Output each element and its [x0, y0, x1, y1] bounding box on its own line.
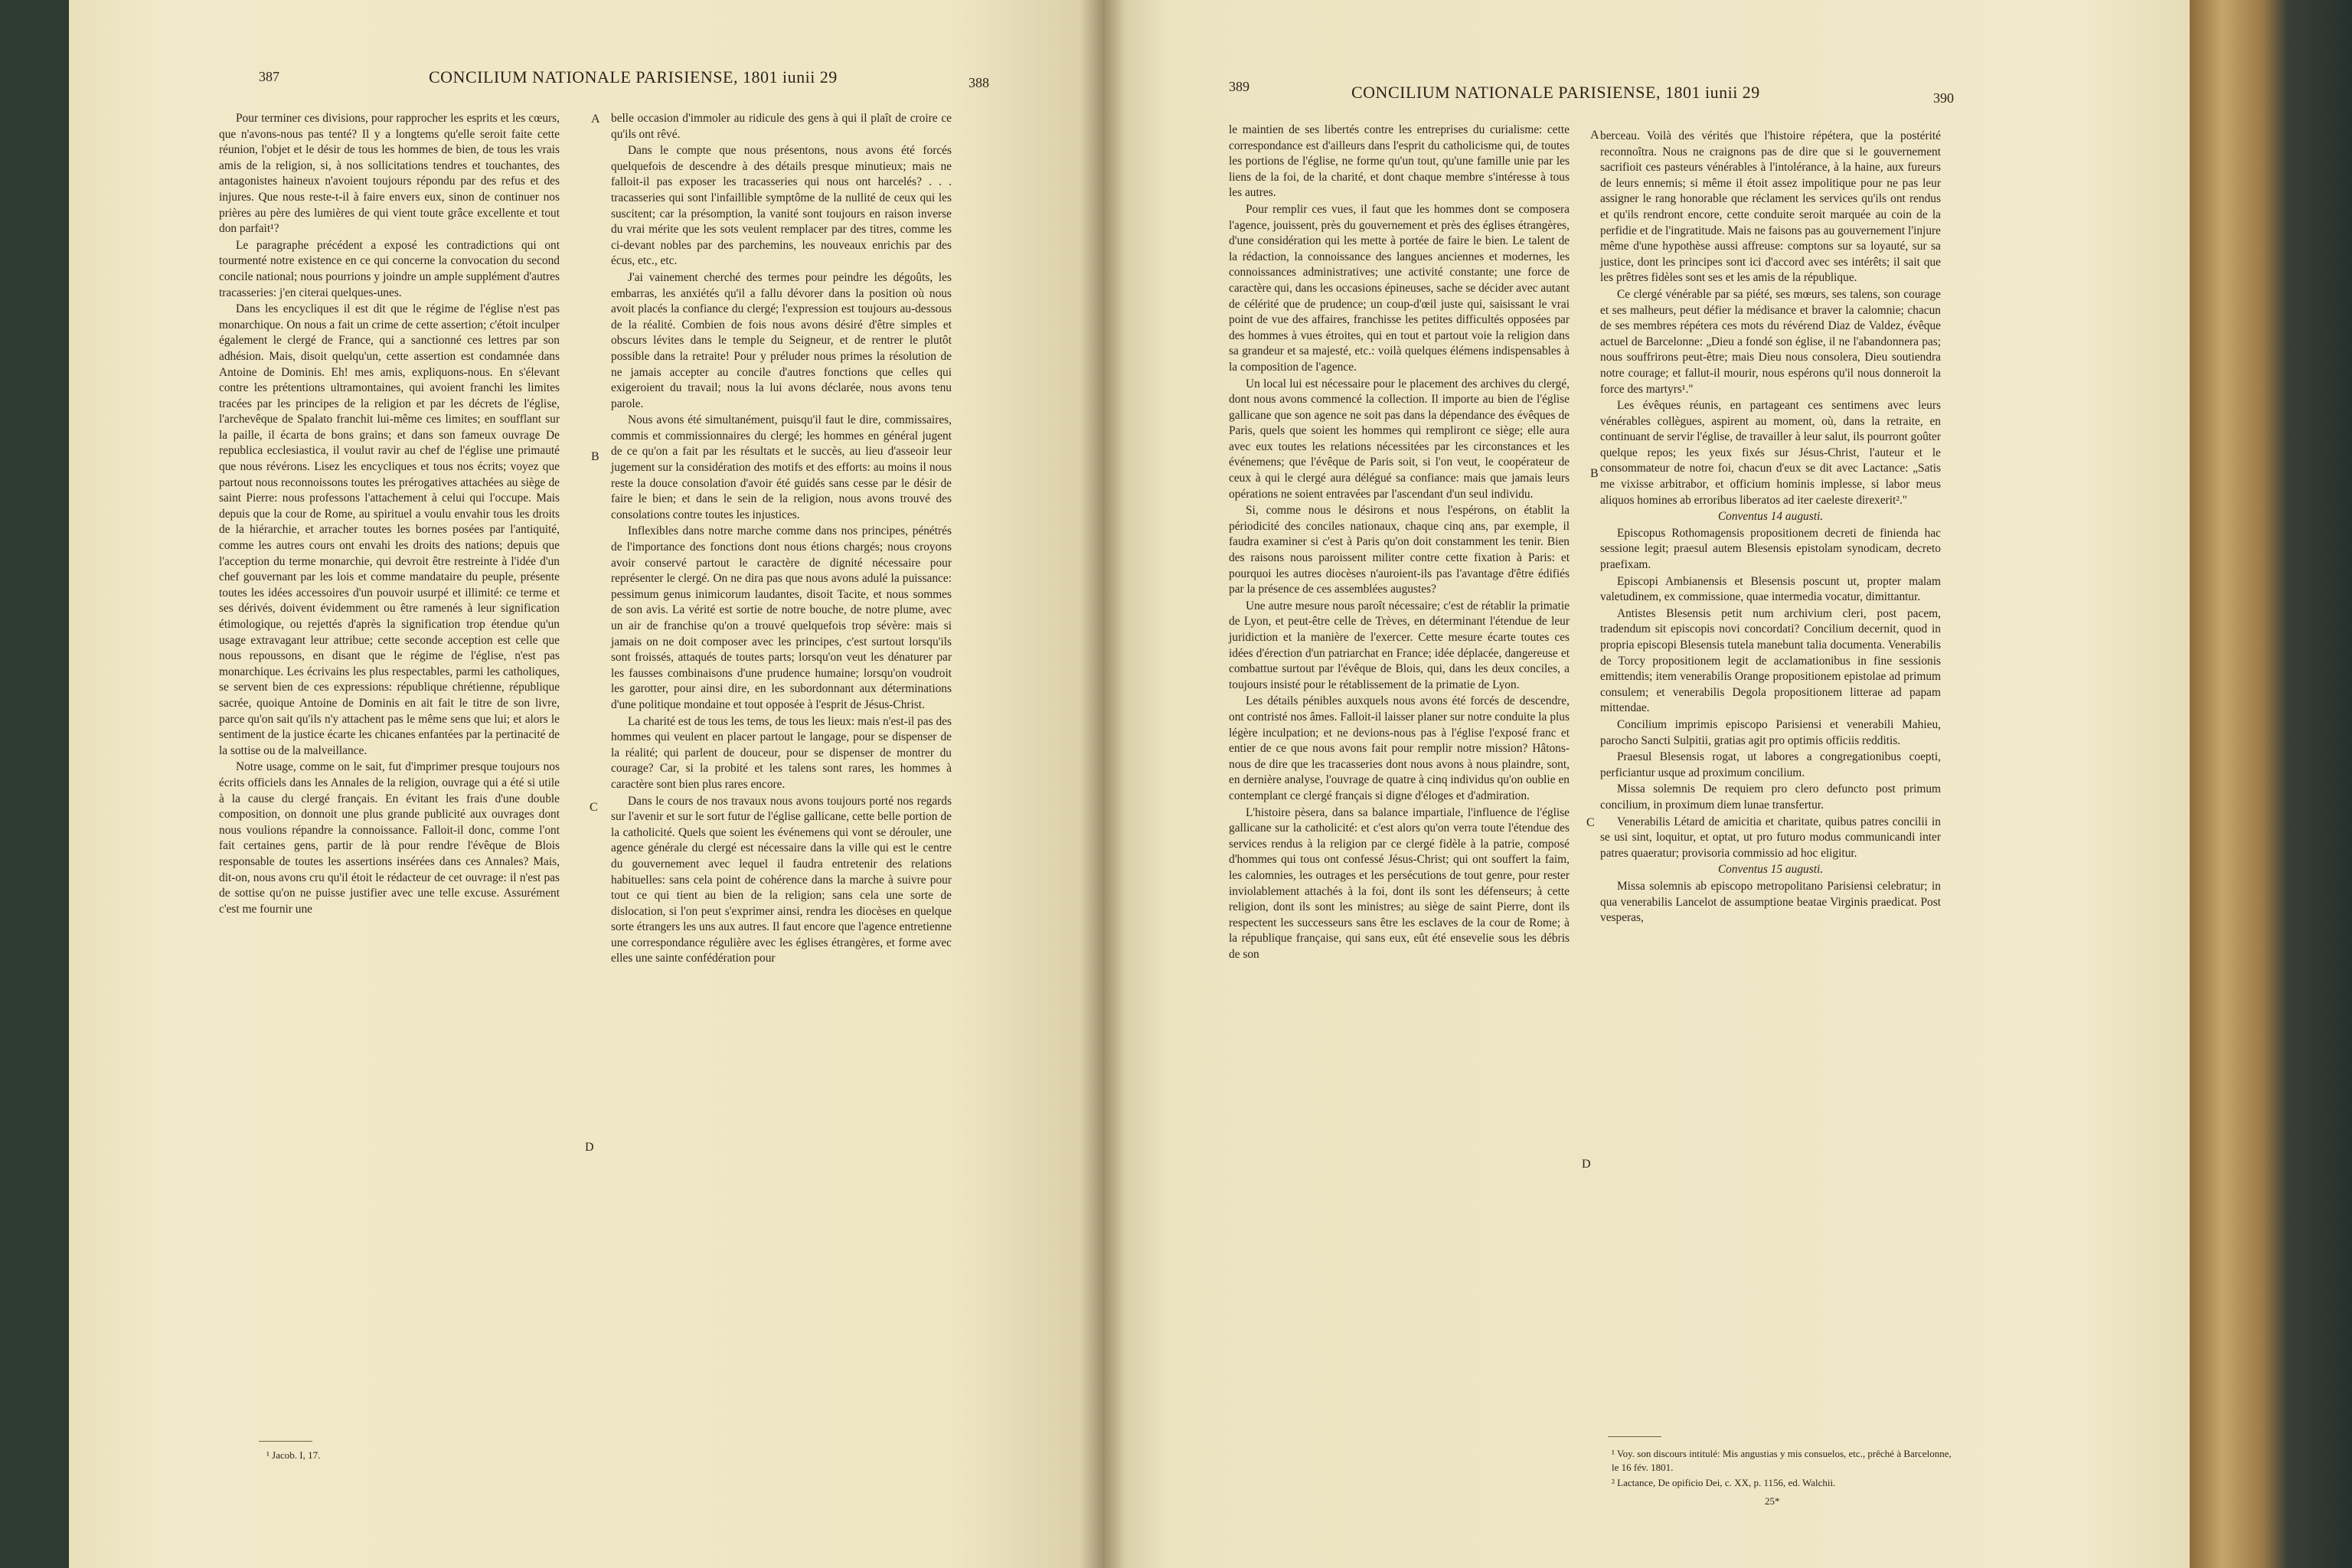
paragraph: Episcopus Rothomagensis propositionem decreti de finienda hac sessione legit; praesul autem Blesensis epistolam synodicam, decreto praefixam.	[1600, 526, 1941, 572]
column-number: 390	[1933, 90, 1954, 106]
signature-mark: 25*	[1765, 1495, 1780, 1507]
column-marker: C	[1586, 816, 1595, 829]
book-gutter	[1080, 0, 1125, 1568]
paragraph: La charité est de tous les tems, de tous les lieux: mais n'est-il pas des hommes qui veulent en placer partout le langage, pour se dispenser de la réalité; qui parlent de douceur, pour se dispenser de montrer du courage? Car, si la probité et les talens sont rares, les hommes à caractère sont bien plus rares encore.	[611, 714, 952, 791]
paragraph: J'ai vainement cherché des termes pour peindre les dégoûts, les embarras, les anxiétés qu'il a fallu dévorer dans la position où nous avoit placés la confiance du clergé; l'expression est toujours au-dessous de la réalité. Combien de fois nous avons désiré d'être simples et obscurs lévites dans le temple du Seigneur, et de rentrer le plutôt possible dans la retraite! Pour y préluder nous primes la résolution de ne jamais accepter au concile d'autres fonctions que celles qui exigeroient du travail; nous la lui avons déclarée, nous avons tenu parole.	[611, 270, 952, 410]
column-marker: C	[590, 801, 598, 814]
paragraph: Dans le cours de nos travaux nous avons toujours porté nos regards sur l'avenir et sur le sort futur de l'église gallicane, cette belle portion de la catholicité. Quels que soient les événemens qui vont se dérouler, une agence générale du clergé est nécessaire dans la ville qui est le centre du gouvernement avec lequel il faudra entretenir des relations habituelles: sans cela point de cohérence dans la marche à suivre pour tout ce qui tient au bien de la religion; sans cela une sorte de dislocation, si l'on peut s'exprimer ainsi, rendra les diocèses en quelque sorte étrangers les uns aux autres. Il faut encore que l'agence entretienne une correspondance régulière avec les églises étrangères, et forme avec elles une sainte confédération pour	[611, 794, 952, 965]
paragraph: Antistes Blesensis petit num archivium cleri, post pacem, tradendum sit episcopis novi concordati? Concilium decernit, quod in propria episcopi Blesensis tutela manebunt talia documenta. Venerabilis de Torcy propositionem legit de acclamationibus in fine sessionis emittendis; item venerabilis Orange propositionem epistolae ad primum consulem; et venerabilis Degola propositionem litterae ad papam mittendae.	[1600, 606, 1941, 715]
left-page	[69, 0, 1102, 1568]
text-column	[1229, 122, 1570, 1501]
column-marker: A	[591, 113, 600, 126]
column-marker: D	[585, 1141, 594, 1154]
footnote-rule	[259, 1441, 312, 1442]
paragraph: Inflexibles dans notre marche comme dans nos principes, pénétrés de l'importance des fonctions dont nous étions chargés; nous croyons avoir conservé partout le caractère de dignité nécessaire pour représenter le clergé. On ne dira pas que nous avons adulé la puissance: pessimum genus inimicorum laudantes, disoit Tacite, et nous sommes de son avis. La vérité est sortie de notre bouche, de notre plume, avec un air de franchise qu'on a trouvé quelquefois trop sévère: mais si jamais on ne doit composer avec les principes, c'est surtout lorsqu'ils sont froissés, attaqués de toutes parts; lorsqu'on veut les dénaturer par les fausses combinaisons d'une prudence humaine; lorsqu'on voudroit les garotter, pour ainsi dire, en les subordonnant aux déterminations d'une politique mondaine et tout opposée à l'esprit de Jésus-Christ.	[611, 524, 952, 711]
footnote: ² Lactance, De opificio Dei, c. XX, p. 1156, ed. Walchii.	[1612, 1477, 1836, 1488]
paragraph: Episcopi Ambianensis et Blesensis poscunt ut, propter malam valetudinem, ex commissione, quae intermedia vocatur, dimittantur.	[1600, 574, 1941, 604]
footnote: ¹ Voy. son discours intitulé: Mis angustias y mis consuelos, etc., prêché à Barcelonne, le 16 fév. 1801.	[1612, 1448, 1952, 1473]
column-marker: D	[1582, 1158, 1591, 1171]
column-number: 387	[259, 69, 279, 84]
footnote: ¹ Jacob. I, 17.	[266, 1449, 321, 1461]
paragraph: Missa solemnis ab episcopo metropolitano Parisiensi celebratur; in qua venerabilis Lancelot de assumptione beatae Virginis praedicat. Post vesperas,	[1600, 879, 1941, 925]
paragraph: Un local lui est nécessaire pour le placement des archives du clergé, dont nous avons commencé la collection. Il importe au bien de l'église gallicane que son agence ne soit pas dans la dépendance des évêques de Paris, quels que soient les hommes qui rempliront ce siège; elle aura avec eux toutes les relations nécessitées par les circonstances et les événemens; que l'évêque de Paris soit, si l'on veut, le coopérateur de ceux à qui le clergé aura délégué sa confiance: mais que jamais leurs opérations ne soient entravées par l'ascendant d'un seul individu.	[1229, 377, 1570, 501]
section-heading: Conventus 14 augusti.	[1717, 510, 1824, 524]
right-page	[1102, 0, 2190, 1568]
paragraph: Le paragraphe précédent a exposé les contradictions qui ont tourmenté notre existence en ce qui concerne la convocation du second concile national; nous pourrions y joindre un ample supplément d'autres tracasseries: j'en citerai quelques-unes.	[219, 238, 560, 299]
paragraph: Notre usage, comme on le sait, fut d'imprimer presque toujours nos écrits officiels dans les Annales de la religion, ouvrage qui a été si utile à la cause du clergé français. En évitant les frais d'une double composition, on donnoit une plus grande publicité aux ouvrages dont nous voulions répandre la connoissance. Falloit-il donc, comme l'ont fait certaines gens, partir de là pour rendre l'évêque de Blois responsable de toutes les assertions insérées dans ces Annales? Mais, dit-on, nous avons cru qu'il étoit le rédacteur de cet ouvrage: il n'est pas de sottise qu'on ne puisse justifier avec une telle excuse. Assurément c'est me fournir une	[219, 760, 560, 916]
section-heading: Conventus 15 augusti.	[1717, 863, 1824, 877]
column-marker: B	[1590, 467, 1599, 480]
column-marker: B	[591, 450, 599, 463]
paragraph: le maintien de ses libertés contre les entreprises du curialisme: cette correspondance est d'ailleurs dans l'esprit du catholicisme qui, de toutes les portions de l'église, ne forme qu'un tout, qu'une famille unie par les liens de la foi, de la charité, et dont chaque membre s'intéresse à tous les autres.	[1229, 123, 1570, 200]
paragraph: Dans le compte que nous présentons, nous avons été forcés quelquefois de descendre à des détails presque minutieux; mais ne falloit-il pas exposer les tracasseries qui nous ont harcelés? . . . tracasseries qui sont l'infaillible symptôme de la nullité de ceux qui les suscitent; car la présomption, la vanité sont toujours en raison inverse du vrai mérite que les sots veulent remplacer par des titres, comme les ci-devant nobles par des parchemins, les nouveaux enrichis par des écus, etc., etc.	[611, 144, 952, 268]
text-column	[219, 111, 560, 1413]
text-column	[611, 111, 952, 1489]
paragraph: Les détails pénibles auxquels nous avons été forcés de descendre, ont contristé nos âmes. Falloit-il laisser planer sur notre conduite la plus légère inculpation; et ne devions-nous pas à l'église l'exposé franc et entier de ce que nous avons fait pour remplir notre mission? Hâtons-nous de dire que les tracasseries dont nous avons à nous plaindre, sont, en dernière analyse, l'ouvrage de quatre à cinq individus qu'on oublie en contemplant ce clergé français si digne d'éloges et d'admiration.	[1229, 694, 1570, 802]
paragraph: L'histoire pèsera, dans sa balance impartiale, l'influence de l'église gallicane sur la catholicité: et c'est alors qu'on verra toute l'étendue des services rendus à la religion par ce clergé fidèle à la patrie, composé d'hommes qui tous ont confessé Jésus-Christ; qui ont souffert la faim, les calomnies, les outrages et les persécutions de tout genre, pour rester inviolablement attachés à la foi, dont ils sont les défenseurs; à cette religion, dont ils sont les ministres; au siège de saint Pierre, dont ils respectent les successeurs sans être les esclaves de la cour de Rome; à la république française, qui sans eux, eût été ensevelie sous les débris de son	[1229, 805, 1570, 961]
paragraph: Venerabilis Létard de amicitia et charitate, quibus patres concilii in se usi sint, loquitur, et optat, ut pro futuro modus communicandi inter patres quaeratur; provisoria commissio ad hoc eligitur.	[1600, 815, 1941, 860]
paragraph: Missa solemnis De requiem pro clero defuncto post primum concilium, in proximum diem lunae transfertur.	[1600, 782, 1941, 812]
running-header: CONCILIUM NATIONALE PARISIENSE, 1801 iunii 29	[1351, 83, 1760, 102]
column-number: 389	[1229, 79, 1250, 94]
paragraph: Nous avons été simultanément, puisqu'il faut le dire, commissaires, commis et commissionnaires du clergé; les hommes en général jugent de ce qu'on a fait par les résultats et le succès, au lieu d'asseoir leur jugement sur la considération des motifs et des efforts: au moins il nous reste la douce consolation d'avoir été guidés sans cesse par le désir de faire le bien; et dans le sein de la religion, nous avons trouvé des consolations contre toutes les injustices.	[611, 413, 952, 521]
paragraph: belle occasion d'immoler au ridicule des gens à qui il plaît de croire ce qu'ils ont rêvé.	[611, 112, 952, 141]
paragraph: Ce clergé vénérable par sa piété, ses mœurs, ses talens, son courage et ses malheurs, peut défier la médisance et braver la calomnie; chacun de ses membres répétera ces mots du révérend Diaz de Valdez, évêque actuel de Barcelonne: „Dieu a fondé son église, il ne l'abandonnera pas; nous souffrirons peut-être; mais Dieu nous consolera, Dieu soutiendra notre courage; et fallut-il mourir, nous espérons qu'il nous donneroit la force des martyrs¹."	[1600, 287, 1941, 396]
paragraph: Pour remplir ces vues, il faut que les hommes dont se composera l'agence, jouissent, près du gouvernement et près des églises étrangères, d'une considération qui les mette à portée de faire le bien. Le talent de la rédaction, la connoissance des langues anciennes et modernes, les connoissances administratives; une activité constante; une force de caractère qui, dans les occasions épineuses, sache se décider avec autant de célérité que de prudence; un coup-d'œil juste qui, saisissant le vrai point de vue des affaires, franchisse les petites difficultés opposées par des hommes à vues étroites, qui en tout et partout voie la religion dans sa grandeur et sa majesté, etc.: voilà quelques élémens indispensables à la composition de l'agence.	[1229, 202, 1570, 374]
paragraph: berceau. Voilà des vérités que l'histoire répétera, que la postérité reconnoîtra. Nous ne craignons pas de dire que si le gouvernement sacrifioit ces pasteurs vénérables à l'intolérance, à la haine, aux fureurs de leurs ennemis; si même il étoit assez impolitique pour ne pas leur assigner le rang honorable que réclament les services qu'ils ont rendus et qu'ils rendront encore, cette conduite seroit marquée au coin de la perfidie et de l'ingratitude. Mais ne faisons pas au gouvernement l'injure même d'une hypothèse aussi affreuse: comptons sur sa loyauté, sur sa justice, dont les principes sont ici d'accord avec ses intérêts; il sait que les prêtres fidèles sont ses et les amis de la république.	[1600, 129, 1941, 285]
running-header: CONCILIUM NATIONALE PARISIENSE, 1801 iunii 29	[429, 67, 838, 87]
book-spread	[69, 0, 2190, 1568]
paragraph: Une autre mesure nous paroît nécessaire; c'est de rétablir la primatie de Lyon, et peut-être celle de Trèves, en déterminant l'étendue de leur juridiction et la manière de l'exercer. Cette mesure écarte toutes ces idées d'érection d'un patriarchat en France; idée déplacée, dangereuse et combattue surtout par l'évêque de Blois, qui, dans les deux conciles, a toujours insisté pour le rétablissement de la primatie de Lyon.	[1229, 599, 1570, 691]
paragraph: Si, comme nous le désirons et nous l'espérons, on établit la périodicité des conciles nationaux, chaque cinq ans, par exemple, il faudra examiner si c'est à Paris qu'on doit constamment les tenir. Bien des raisons nous paroissent militer contre cette fixation à Paris: et pourquoi les autres diocèses n'auroient-ils pas l'avantage d'être édifiés par la présence de ces assemblées augustes?	[1229, 504, 1570, 596]
paragraph: Concilium imprimis episcopo Parisiensi et venerabili Mahieu, parocho Sancti Sulpitii, gratias agit pro optimis officiis redditis.	[1600, 717, 1941, 747]
book-edge	[2190, 0, 2352, 1568]
column-marker: A	[1590, 129, 1599, 142]
paragraph: Praesul Blesensis rogat, ut labores a congregationibus coepti, perficiantur usque ad proximum concilium.	[1600, 750, 1941, 779]
footnote-rule	[1608, 1436, 1661, 1437]
paragraph: Pour terminer ces divisions, pour rapprocher les esprits et les cœurs, que n'avons-nous pas tenté? Il y a longtems qu'elle seroit faite cette réunion, l'objet et le désir de tous les hommes de bien, de tous les vrais amis de la religion, si, à nos sollicitations tendres et touchantes, des antagonistes haineux n'avoient toujours répondu par des refus et des injures. Que nous reste-t-il à faire envers eux, sinon de continuer nos prières au père des lumières de qui vient toute grâce excellente et tout don parfait¹?	[219, 112, 560, 236]
paragraph: Dans les encycliques il est dit que le régime de l'église n'est pas monarchique. On nous a fait un crime de cette assertion; c'étoit inculper également le clergé de France, qui a sanctionné ces lettres par son adhésion. Mais, disoit quelqu'un, cette assertion est condamnée dans Antoine de Dominis. Eh! mes amis, expliquons-nous. En s'élevant contre les prétentions ultramontaines, qui avoient franchi les limites tracées par les principes de la religion et par les décrets de l'église, l'archevêque de Spalato franchit lui-même ces limites; en soufflant sur la paille, il écarta de bons grains; et dans son fameux ouvrage De republica ecclesiastica, il voulut ravir au chef de l'église une primauté que nous révérons. Lisez les encycliques et tous nos écrits; voyez que partout nous reconnoissons toutes les prérogatives attachées au siège de saint Pierre: nous professons l'attachement à celui qui l'occupe. Mais depuis que la cour de Rome, au spirituel a voulu envahir tous les droits de la hiérarchie, et arracher toutes les bornes posées par l'antiquité, comme les autres cours ont envahi les droits des nations; depuis que l'acception du terme monarchie, qui devroit être restreinte à l'idée d'un chef gouvernant par les lois et comme mandataire du peuple, présente toutes les idées accessoires d'un pouvoir usurpé et illimité: ce terme et ses dérivés, doivent évidemment ou être ramenés à leur signification étimologique, ou rejettés d'après la signification trop étendue qu'un usage extravagant leur attribue; cette seconde acception est celle que nous repoussons, en disant que le régime de l'église, n'est pas monarchique. Les écrivains les plus respectables, parmi les catholiques, se servent bien de ces expressions: république chrétienne, république sacrée, quoique Antoine de Dominis en ait fait le titre de son livre, parce qu'on sait qu'ils n'y attachent pas le même sens que lui; et alors le sentiment de la justice écarte les chicanes enfantées par la pertinacité de la sottise ou de la malveillance.	[219, 302, 560, 757]
text-column	[1600, 129, 1941, 1537]
column-number: 388	[969, 75, 989, 90]
paragraph: Les évêques réunis, en partageant ces sentimens avec leurs vénérables collègues, aspirent au moment, où, dans la retraite, en continuant de servir l'église, de travailler à leur salut, ils pourront goûter quelque repos; les yeux fixés sur Jésus-Christ, l'auteur et le consommateur de notre foi, chacun d'eux se dit avec Lactance: „Satis me vixisse arbitrabor, et officium hominis implesse, si labor meus aliquos homines ab erroribus liberatos ad iter caeleste direxerit²."	[1600, 399, 1941, 507]
